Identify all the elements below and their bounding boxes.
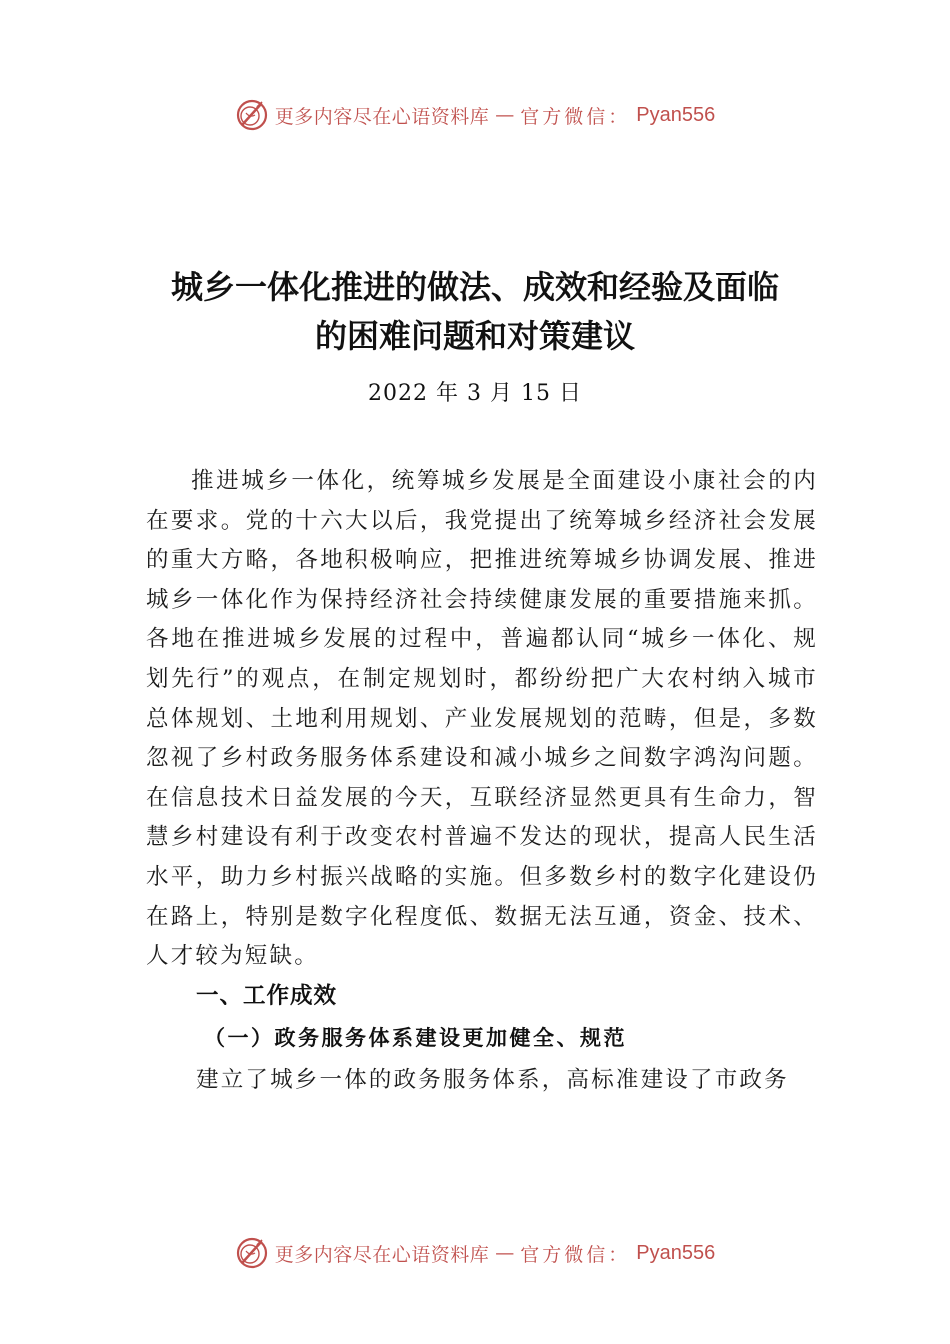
subsection-paragraph: 建立了城乡一体的政务服务体系，高标准建设了市政务 [196,1067,789,1093]
document-title-line1: 城乡一体化推进的做法、成效和经验及面临 [170,268,779,306]
watermark-label: 官方微信： [520,1243,631,1266]
watermark-separator: — [495,1242,515,1264]
section-heading: 一、工作成效 [196,983,338,1009]
intro-paragraph: 推进城乡一体化，统筹城乡发展是全面建设小康社会的内在要求。党的十六大以后，我党提出了统筹城乡经济社会发展的重大方略，各地积极响应，把推进统筹城乡协调发展、推进城乡一体化作为保持经济社会持续健康发展的重要措施来抓。各地在推进城乡发展的过程中，普遍都认同“城乡一体化、规划先行”的观点，在制定规划时，都纷纷把广大农村纳入城市总体规划、土地利用规划、产业发展规划的范畴，但是，多数忽视了乡村政务服务体系建设和减小城乡之间数字鸿沟问题。在信息技术日益发展的今天，互联经济显然更具有生命力，智慧乡村建设有利于改变农村普遍不发达的现状，提高人民生活水平，助力乡村振兴战略的实施。但多数乡村的数字化建设仍在路上，特别是数字化程度低、数据无法互通，资金、技术、人才较为短缺。 [146,468,818,970]
watermark-wechat-id: Pyan556 [636,103,716,126]
watermark-text: 更多内容尽在心语资料库 [274,105,490,128]
watermark-footer [0,1236,950,1270]
watermark-separator: — [495,104,515,126]
watermark-label: 官方微信： [520,105,631,128]
watermark-header [0,98,950,132]
document-date: 2022 年 3 月 15 日 [368,381,582,406]
pen-logo-icon [235,1236,269,1270]
document-title-line2: 的困难问题和对策建议 [314,317,635,355]
watermark-text: 更多内容尽在心语资料库 [274,1243,490,1266]
watermark-wechat-id: Pyan556 [636,1241,716,1264]
subsection-heading: （一）政务服务体系建设更加健全、规范 [204,1025,627,1050]
pen-logo-icon [235,98,269,132]
